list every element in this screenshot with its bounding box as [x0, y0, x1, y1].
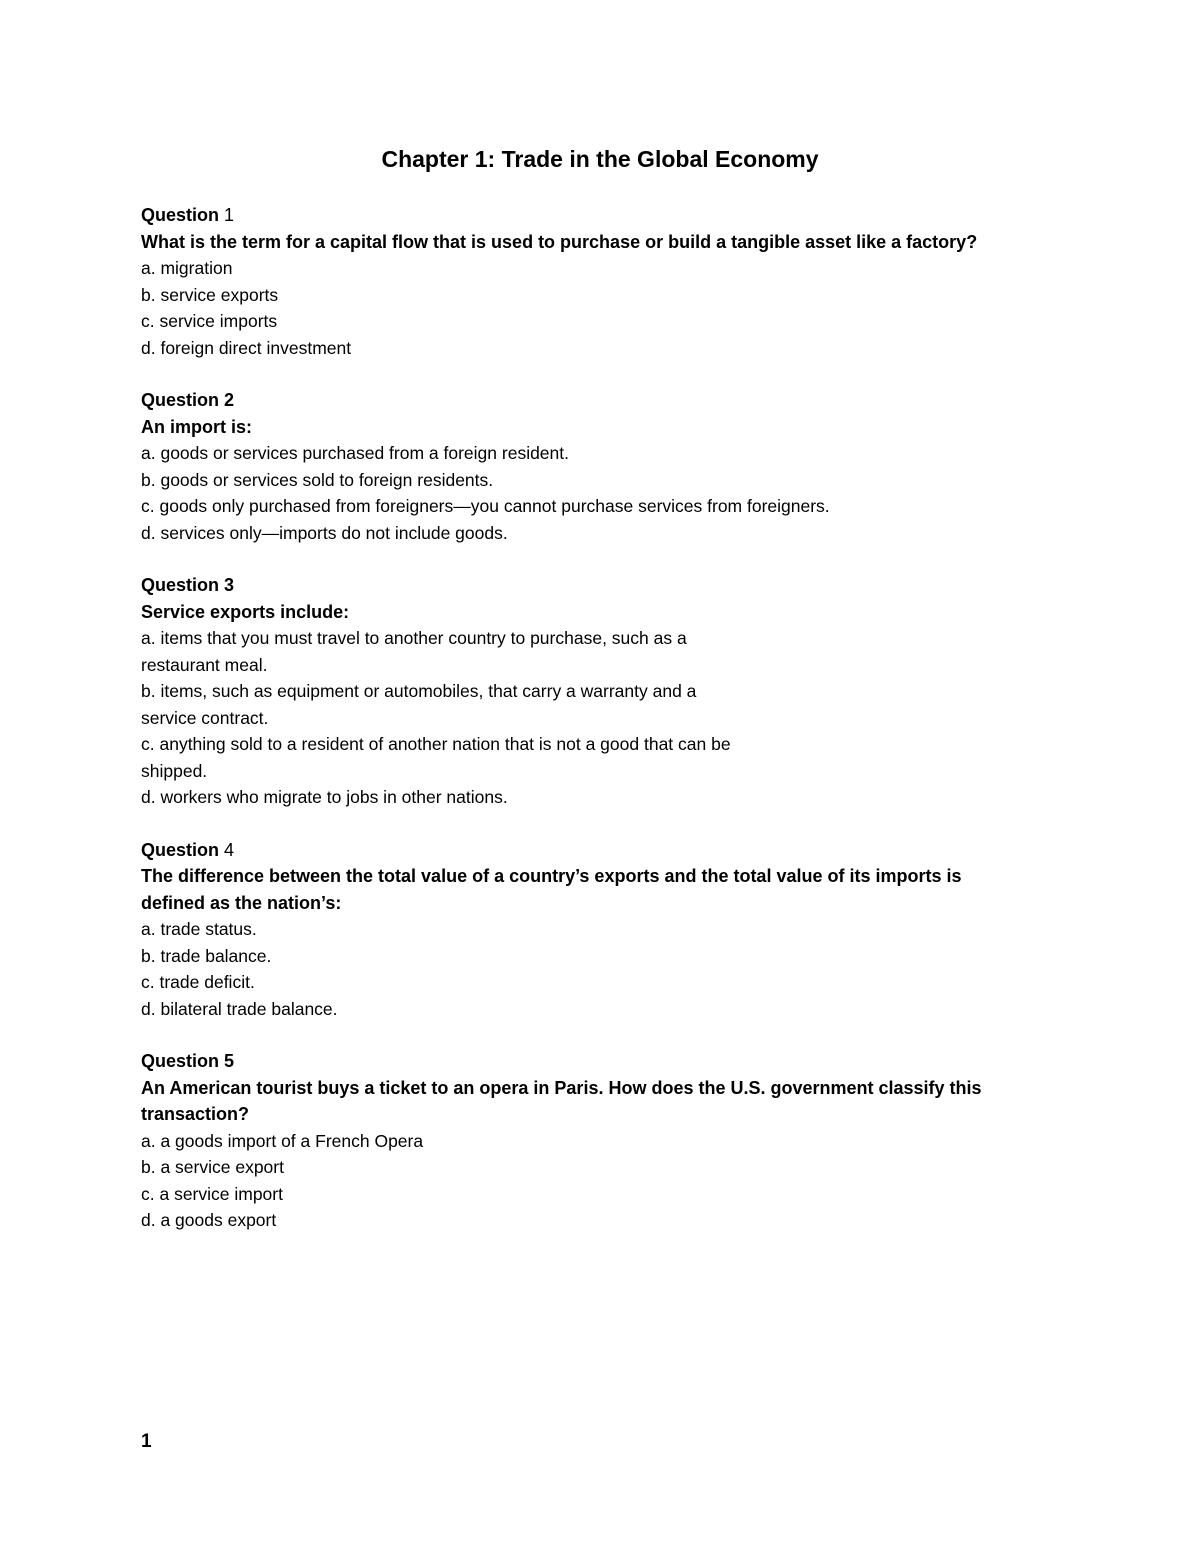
page-title: Chapter 1: Trade in the Global Economy — [381, 146, 819, 172]
question-block — [141, 202, 1001, 361]
answer-option: a. a goods import of a French Opera — [141, 1130, 424, 1151]
answer-option: b. service exports — [141, 284, 279, 305]
answer-option: b. items, such as equipment or automobiles, that carry a warranty and a service contract. — [141, 681, 697, 728]
question-label: Question — [141, 575, 220, 595]
answer-option: a. goods or services purchased from a foreign resident. — [141, 443, 569, 463]
answer-options — [141, 1128, 1001, 1234]
answer-option: c. a service import — [141, 1183, 283, 1204]
answer-option: d. a goods export — [141, 1210, 277, 1230]
answer-option: b. goods or services sold to foreign residents. — [141, 469, 494, 490]
answer-option: d. services only—imports do not include goods. — [141, 522, 508, 543]
question-label: Question — [141, 390, 220, 410]
answer-option: c. service imports — [141, 311, 278, 331]
question-list — [141, 202, 1001, 1260]
question-text: An import is: — [141, 416, 252, 437]
question-label: Question — [141, 205, 220, 225]
answer-option: b. a service export — [141, 1157, 284, 1177]
question-heading — [141, 387, 1001, 414]
answer-option: c. trade deficit. — [141, 972, 255, 992]
question-heading — [141, 202, 1001, 229]
answer-option: a. items that you must travel to another country to purchase, such as a restaurant meal. — [141, 628, 687, 675]
question-heading — [141, 572, 1001, 599]
answer-options — [141, 440, 1001, 546]
question-number: 5 — [224, 1051, 235, 1071]
question-block — [141, 1048, 1001, 1234]
question-number: 1 — [224, 205, 235, 225]
question-heading — [141, 837, 1001, 864]
question-number: 4 — [224, 839, 235, 860]
answer-option: c. anything sold to a resident of another nation that is not a good that can be shipped. — [141, 734, 731, 781]
question-text: An American tourist buys a ticket to an opera in Paris. How does the U.S. government classify this transaction? — [141, 1077, 982, 1124]
answer-option: c. goods only purchased from foreigners—you cannot purchase services from foreigners. — [141, 496, 830, 516]
answer-options — [141, 625, 1001, 811]
question-number: 2 — [224, 390, 235, 410]
answer-option: a. migration — [141, 258, 233, 278]
question-block — [141, 837, 1001, 1023]
question-text: What is the term for a capital flow that is used to purchase or build a tangible asset like a factory? — [141, 231, 978, 252]
answer-option: d. foreign direct investment — [141, 337, 352, 358]
question-heading — [141, 1048, 1001, 1075]
answer-option: d. workers who migrate to jobs in other nations. — [141, 787, 508, 807]
question-number: 3 — [224, 575, 235, 595]
page-number: 1 — [141, 1431, 152, 1452]
answer-option: a. trade status. — [141, 919, 257, 939]
question-block — [141, 572, 1001, 811]
question-block — [141, 387, 1001, 546]
answer-options — [141, 916, 1001, 1022]
answer-option: b. trade balance. — [141, 945, 272, 966]
answer-options — [141, 255, 1001, 361]
answer-option: d. bilateral trade balance. — [141, 998, 338, 1019]
question-text: The difference between the total value of a country’s exports and the total value of its imports is defined as the nation’s: — [141, 866, 962, 913]
question-label: Question — [141, 1051, 220, 1071]
question-label: Question — [141, 839, 220, 860]
question-text: Service exports include: — [141, 601, 350, 622]
